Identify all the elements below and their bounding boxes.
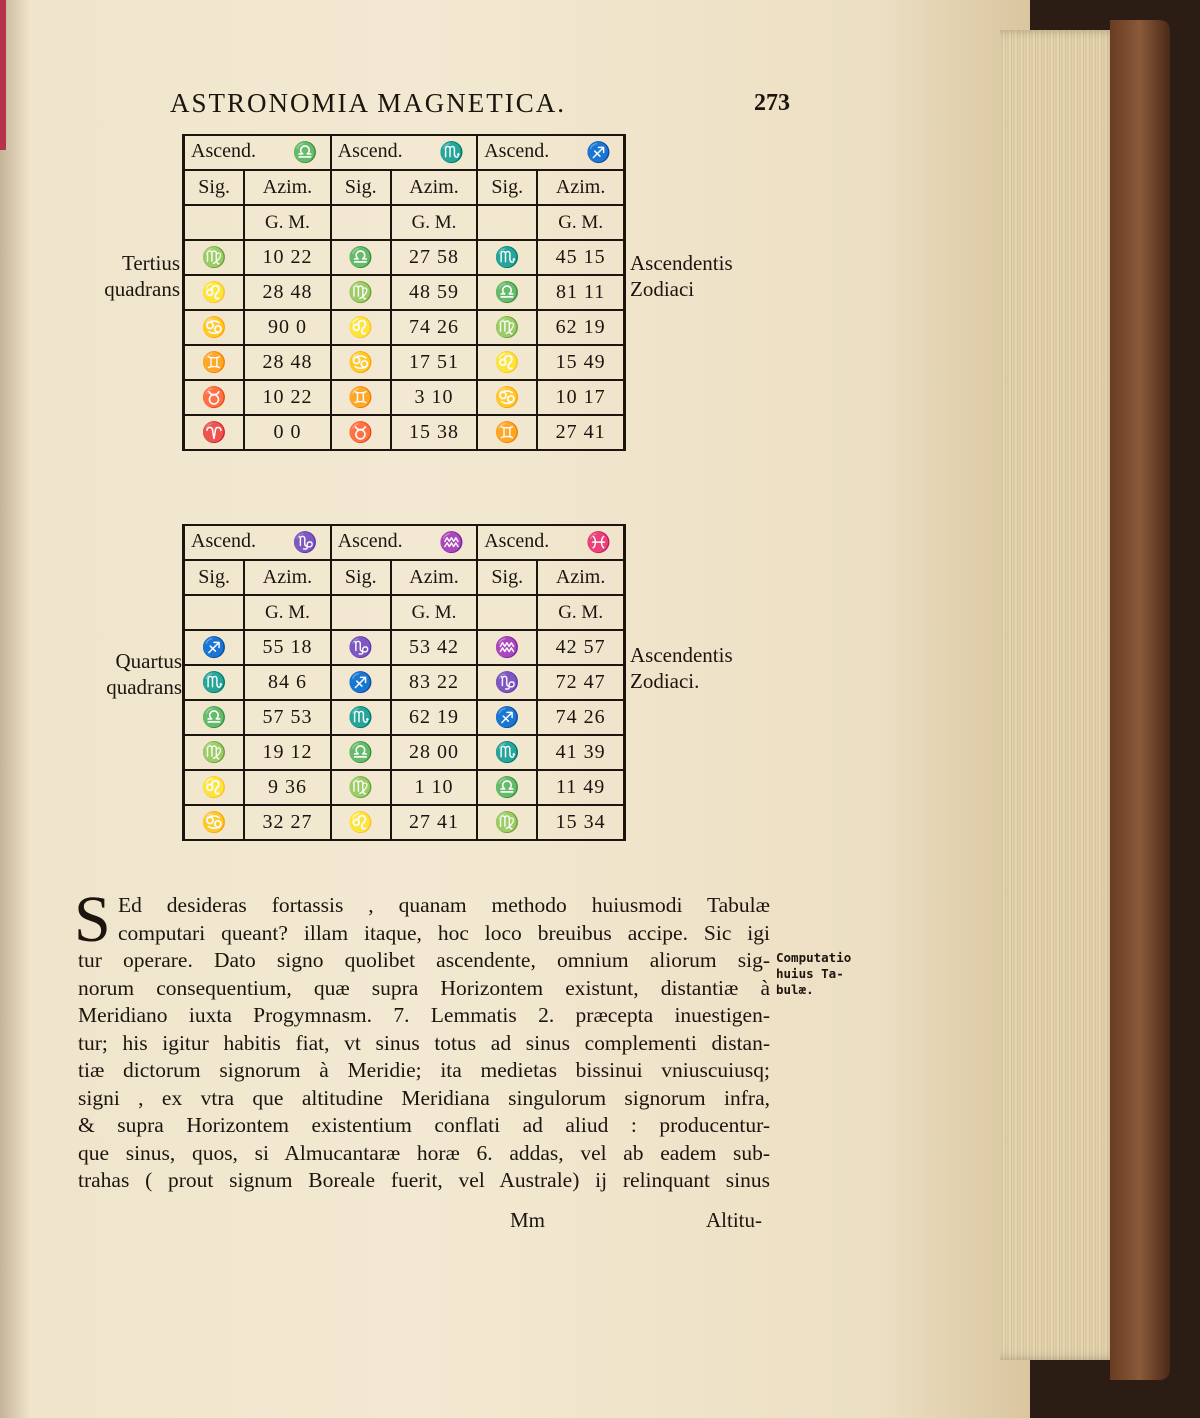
value-cell: 74 26 [537,700,624,735]
sign-cell: ♌ [184,770,245,805]
value-cell: 27 58 [391,240,477,275]
unit-gm: G. M. [391,205,477,240]
unit-gm: G. M. [244,595,330,630]
text-line: tur operare. Dato signo quolibet ascendente, omnium aliorum sig- [78,948,770,972]
table-row [184,630,625,665]
value-cell: 10 17 [537,380,624,415]
sign-cell: ♎ [331,240,391,275]
sign-cell: ♉ [331,415,391,450]
text-line: norum consequentium, quæ supra Horizontem existunt, distantiæ à [78,975,770,1000]
sign-cell: ♏ [331,700,391,735]
value-cell: 84 6 [244,665,330,700]
column-header-row [184,170,625,205]
value-cell: 28 00 [391,735,477,770]
table-row [184,345,625,380]
sign-cell: ♎ [331,735,391,770]
sign-cell: ♍ [331,770,391,805]
empty-cell [477,205,537,240]
text-line: tur; his igitur habitis fiat, vt sinus totus ad sinus complementi distan- [78,1030,770,1055]
text-line: Meridiano iuxta Progymnasm. 7. Lemmatis 2. præcepta inuestigen- [78,1003,770,1027]
col-sig: Sig. [184,560,245,595]
table1-left-label: Tertius quadrans [104,251,180,301]
value-cell: 55 18 [244,630,330,665]
col-azim: Azim. [537,170,624,205]
sign-cell: ♍ [184,735,245,770]
value-cell: 27 41 [391,805,477,840]
value-cell: 62 19 [391,700,477,735]
empty-cell [184,595,245,630]
sign-cell: ♋ [477,380,537,415]
sign-cell: ♌ [331,805,391,840]
sign-cell: ♐ [184,630,245,665]
sign-cell: ♊ [331,380,391,415]
zodiac-sign-icon: ♒ [439,532,465,554]
gutter-shadow [0,0,30,1418]
sign-cell: ♍ [184,240,245,275]
value-cell: 11 49 [537,770,624,805]
sign-cell: ♑ [477,665,537,700]
sign-cell: ♐ [477,700,537,735]
value-cell: 81 11 [537,275,624,310]
table-row [184,380,625,415]
value-cell: 83 22 [391,665,477,700]
ascend-cell: Ascend. ♓ [477,525,624,560]
sign-cell: ♎ [184,700,245,735]
text-line: computari queant? illam itaque, hoc loco breuibus accipe. Sic igi [118,920,770,945]
sign-cell: ♋ [331,345,391,380]
value-cell: 72 47 [537,665,624,700]
value-cell: 28 48 [244,275,330,310]
running-head: ASTRONOMIA MAGNETICA. [170,88,567,118]
zodiac-sign-icon: ♏ [439,142,465,164]
ascend-cell: Ascend. ♏ [331,135,478,170]
page-number: 273 [754,90,790,116]
table-row [184,770,625,805]
table2-right-label: Ascendentis Zodiaci. [630,643,733,693]
value-cell: 3 10 [391,380,477,415]
sign-cell: ♒ [477,630,537,665]
table-row [184,310,625,345]
value-cell: 9 36 [244,770,330,805]
text-line: Ed desideras fortassis , quanam methodo huiusmodi Tabulæ [118,893,770,917]
zodiac-sign-icon: ♐ [586,142,611,164]
value-cell: 32 27 [244,805,330,840]
zodiac-sign-icon: ♑ [292,532,318,554]
margin-note: Computatio huius Ta- bulæ. [776,950,852,997]
value-cell: 90 0 [244,310,330,345]
unit-row [184,205,625,240]
value-cell: 41 39 [537,735,624,770]
ascend-cell: Ascend. ♑ [184,525,331,560]
value-cell: 62 19 [537,310,624,345]
value-cell: 15 34 [537,805,624,840]
text-line: trahas ( prout signum Boreale fuerit, vel Australe) ij relinquant sinus [78,1168,770,1192]
value-cell: 19 12 [244,735,330,770]
sign-cell: ♌ [331,310,391,345]
text-line: signi , ex vtra que altitudine Meridiana singulorum signorum infra, [78,1085,770,1110]
body-text [78,892,770,1195]
table1-right-label: Ascendentis Zodiaci [630,251,733,301]
sign-cell: ♋ [184,805,245,840]
page-edges [1000,30,1120,1360]
column-header-row [184,560,625,595]
table-tertius-quadrans [182,134,626,451]
table-header-row [184,525,625,560]
unit-gm: G. M. [537,205,624,240]
signature-mark: Mm [510,1208,546,1232]
empty-cell [331,205,391,240]
value-cell: 74 26 [391,310,477,345]
value-cell: 48 59 [391,275,477,310]
table-row [184,700,625,735]
col-sig: Sig. [331,170,391,205]
ascend-cell: Ascend. ♒ [331,525,478,560]
sign-cell: ♍ [331,275,391,310]
unit-gm: G. M. [244,205,330,240]
sign-cell: ♎ [477,770,537,805]
unit-gm: G. M. [391,595,477,630]
value-cell: 10 22 [244,380,330,415]
ascend-cell: Ascend. ♎ [184,135,331,170]
col-azim: Azim. [391,170,477,205]
col-azim: Azim. [391,560,477,595]
text-line: tiæ dictorum signorum à Meridie; ita medietas bissinui vniuscuiusq; [78,1058,770,1082]
col-azim: Azim. [244,170,330,205]
sign-cell: ♊ [184,345,245,380]
text-line: que sinus, quos, si Almucantaræ horæ 6. addas, vel ab eadem sub- [78,1140,770,1165]
table-quartus-quadrans [182,524,626,841]
bookmark-ribbon [0,0,6,150]
table-row [184,665,625,700]
col-azim: Azim. [244,560,330,595]
table-row [184,415,625,450]
sign-cell: ♍ [477,310,537,345]
sign-cell: ♊ [477,415,537,450]
value-cell: 53 42 [391,630,477,665]
table2-left-label: Quartus quadrans [106,649,182,699]
value-cell: 15 49 [537,345,624,380]
value-cell: 45 15 [537,240,624,275]
unit-gm: G. M. [537,595,624,630]
page-header [170,88,790,128]
sign-cell: ♑ [331,630,391,665]
ascend-cell: Ascend. ♐ [477,135,624,170]
zodiac-sign-icon: ♎ [292,142,318,164]
empty-cell [331,595,391,630]
table-row [184,240,625,275]
value-cell: 15 38 [391,415,477,450]
book-cover-edge [1110,20,1170,1380]
col-sig: Sig. [331,560,391,595]
sign-cell: ♉ [184,380,245,415]
empty-cell [477,595,537,630]
sign-cell: ♈ [184,415,245,450]
table-row [184,275,625,310]
value-cell: 10 22 [244,240,330,275]
sign-cell: ♍ [477,805,537,840]
value-cell: 27 41 [537,415,624,450]
col-sig: Sig. [184,170,245,205]
drop-cap: S [74,883,111,956]
unit-row [184,595,625,630]
catchword: Altitu- [706,1208,762,1232]
value-cell: 0 0 [244,415,330,450]
table-header-row [184,135,625,170]
empty-cell [184,205,245,240]
sign-cell: ♐ [331,665,391,700]
col-sig: Sig. [477,170,537,205]
text-line: & supra Horizontem existentium conflati ad aliud : producentur- [78,1113,770,1137]
value-cell: 28 48 [244,345,330,380]
sign-cell: ♏ [477,240,537,275]
sign-cell: ♌ [477,345,537,380]
sign-cell: ♏ [184,665,245,700]
value-cell: 57 53 [244,700,330,735]
value-cell: 1 10 [391,770,477,805]
sign-cell: ♋ [184,310,245,345]
value-cell: 17 51 [391,345,477,380]
sign-cell: ♏ [477,735,537,770]
col-azim: Azim. [537,560,624,595]
value-cell: 42 57 [537,630,624,665]
table-row [184,735,625,770]
table-row [184,805,625,840]
zodiac-sign-icon: ♓ [586,532,611,554]
sign-cell: ♎ [477,275,537,310]
col-sig: Sig. [477,560,537,595]
sign-cell: ♌ [184,275,245,310]
